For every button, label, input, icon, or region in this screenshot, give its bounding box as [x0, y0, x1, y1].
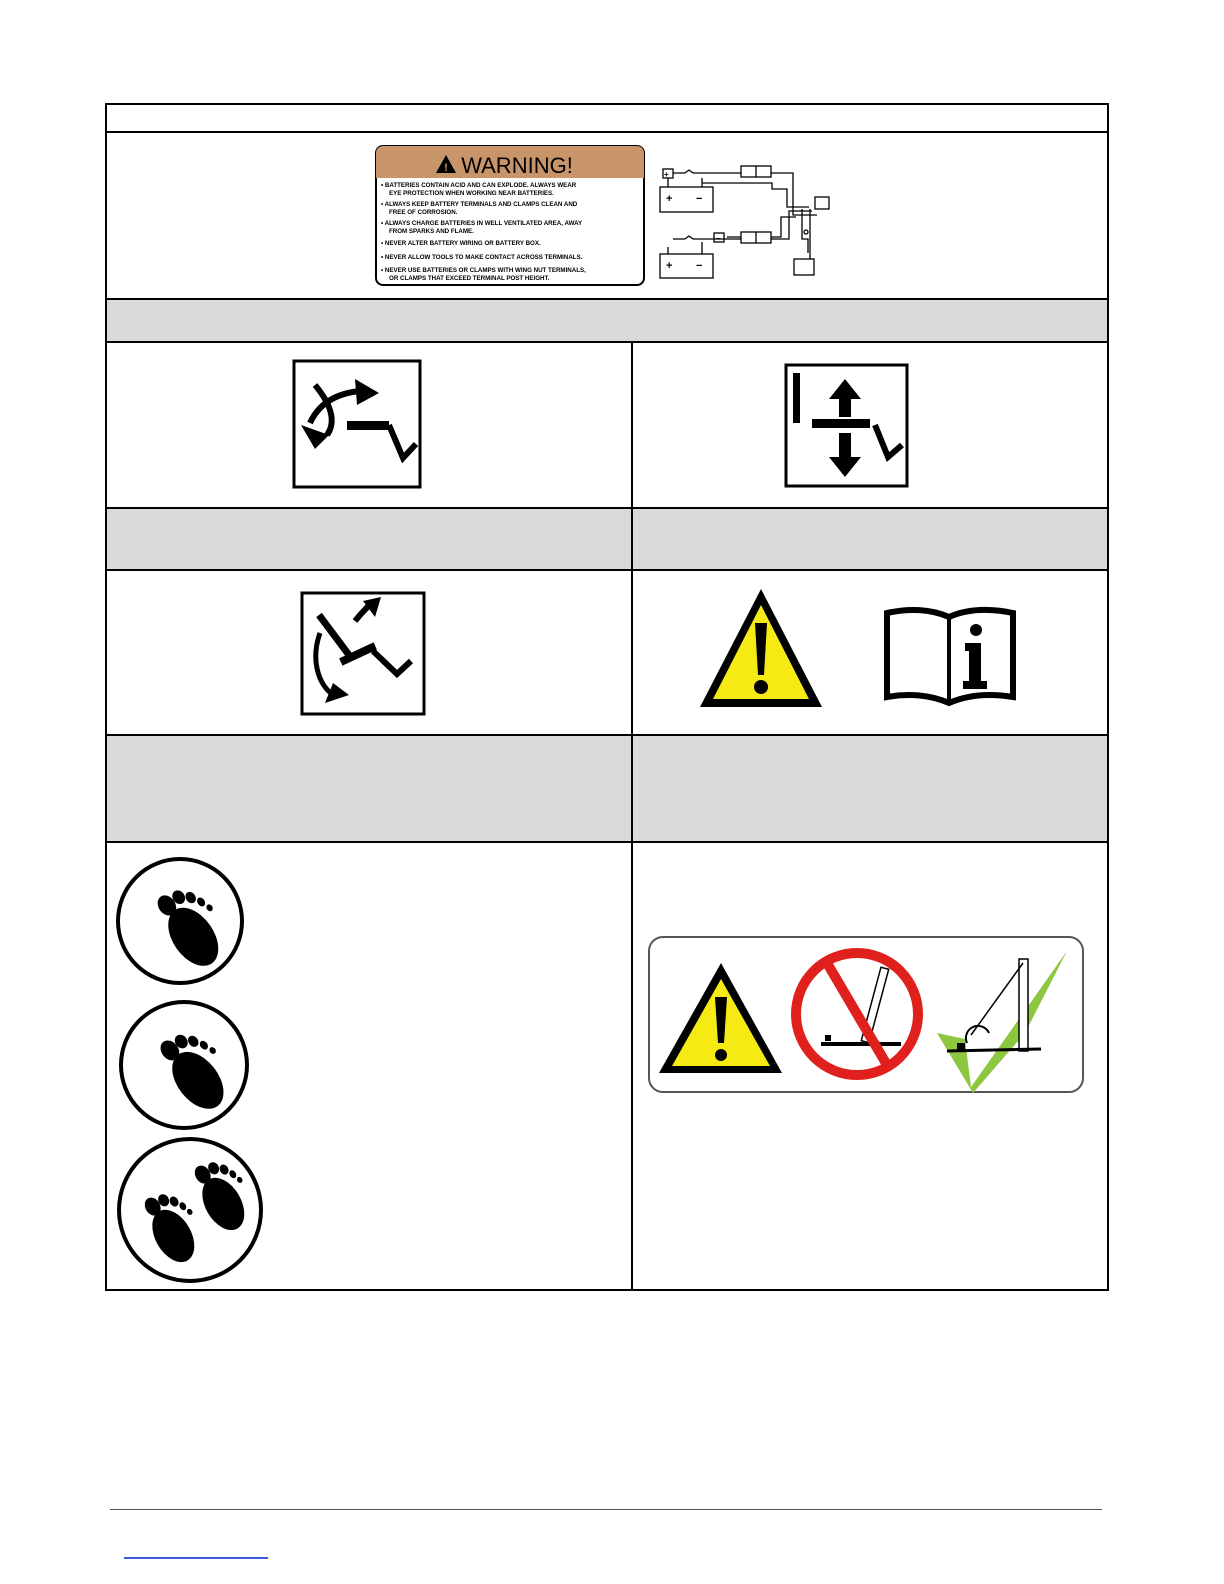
- lift-lower-control-icon: [786, 365, 907, 486]
- battery-plus: +: [666, 193, 673, 205]
- left-foot-icon: [118, 859, 242, 983]
- read-manual-icon: [887, 610, 1013, 703]
- warning-line: • NEVER ALLOW TOOLS TO MAKE CONTACT ACROSS TERMINALS.: [381, 254, 583, 261]
- safety-decal-table: [105, 103, 1109, 1291]
- mast-prohibited-icon: [796, 953, 918, 1075]
- tilt-control-icon: [302, 593, 424, 714]
- warning-line: FREE OF CORROSION.: [389, 209, 458, 216]
- footer-divider: [110, 1509, 1102, 1510]
- warning-line: EYE PROTECTION WHEN WORKING NEAR BATTERIES.: [389, 190, 554, 197]
- battery-minus: −: [696, 260, 703, 272]
- warning-line: FROM SPARKS AND FLAME.: [389, 228, 474, 235]
- warning-line: • BATTERIES CONTAIN ACID AND CAN EXPLODE. ALWAYS WEAR: [381, 182, 577, 189]
- battery-minus: −: [696, 193, 703, 205]
- swing-control-icon: [294, 361, 420, 487]
- battery-warning-label: [376, 146, 644, 285]
- both-feet-icon: [119, 1139, 262, 1281]
- warning-line: • ALWAYS CHARGE BATTERIES IN WELL VENTILATED AREA, AWAY: [381, 220, 583, 227]
- mast-safety-decal: [649, 937, 1083, 1093]
- svg-text:!: !: [444, 162, 448, 174]
- warning-line: • NEVER USE BATTERIES OR CLAMPS WITH WING NUT TERMINALS,: [381, 267, 586, 274]
- terminal-minus: −: [716, 234, 721, 243]
- terminal-plus: +: [664, 170, 669, 179]
- right-foot-icon: [121, 1002, 247, 1128]
- warning-line: • ALWAYS KEEP BATTERY TERMINALS AND CLAMPS CLEAN AND: [381, 201, 578, 208]
- warning-line: • NEVER ALTER BATTERY WIRING OR BATTERY BOX.: [381, 240, 541, 247]
- battery-plus: +: [666, 260, 673, 272]
- footer-link-underline[interactable]: [124, 1557, 268, 1559]
- warning-triangle-icon: [700, 589, 822, 707]
- warning-line: OR CLAMPS THAT EXCEED TERMINAL POST HEIGHT.: [389, 275, 550, 282]
- battery-wiring-diagram: [660, 166, 829, 278]
- warning-heading: WARNING!: [461, 153, 573, 178]
